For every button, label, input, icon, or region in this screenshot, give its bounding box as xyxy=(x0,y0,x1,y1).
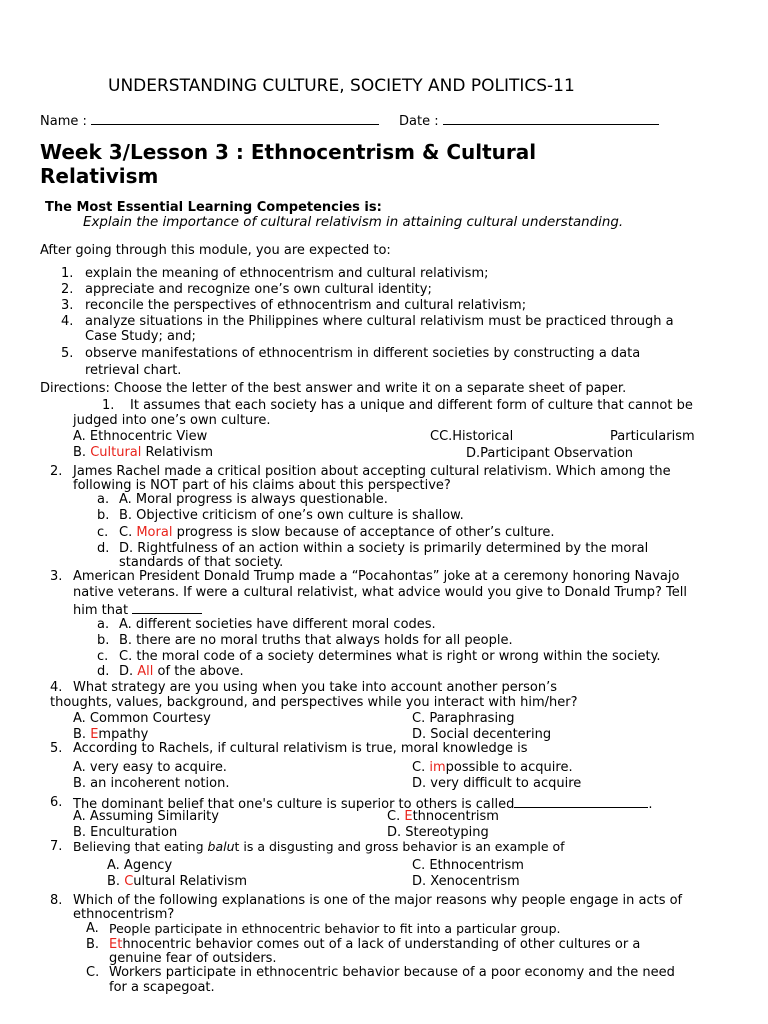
question-text: James Rachel made a critical position about accepting cultural relativism. Which among the xyxy=(73,464,671,479)
question-number: 2. xyxy=(50,464,63,479)
choice-b-continued: genuine fear of outsiders. xyxy=(109,951,277,966)
choice-a: A. different societies have different moral codes. xyxy=(119,617,436,632)
name-label: Name : xyxy=(40,114,87,129)
choice-d: D. All of the above. xyxy=(119,664,244,679)
name-field xyxy=(40,112,379,129)
choice-c: C. the moral code of a society determines what is right or wrong within the society. xyxy=(119,649,661,664)
objective-number: 4. xyxy=(61,314,74,329)
italic-text: balu xyxy=(207,839,235,854)
choice-letter: b. xyxy=(97,633,110,648)
question-text-continued: him that xyxy=(73,601,202,618)
highlighted-text: im xyxy=(429,760,446,775)
choice-c: C. Ethnocentrism xyxy=(412,858,524,873)
choice-letter: B. xyxy=(86,937,100,952)
choice-letter: d. xyxy=(97,541,110,556)
question-text-continued: native veterans. If were a cultural relativist, what advice would you give to Donald Trump? Tell xyxy=(73,585,688,600)
choice-d: D. Rightfulness of an action within a society is primarily determined by the moral xyxy=(119,541,649,556)
highlighted-text: Cultural xyxy=(90,445,142,460)
choice-d: D. Stereotyping xyxy=(387,825,489,840)
question-text: The dominant belief that one's culture is superior to others is called . xyxy=(73,797,653,812)
choice-b: B. Cultural Relativism xyxy=(107,874,247,889)
objective-text: explain the meaning of ethnocentrism and cultural relativism; xyxy=(85,266,489,281)
choice-c-continued: for a scapegoat. xyxy=(109,980,215,995)
choice-letter: a. xyxy=(97,492,110,507)
question-text-continued: following is NOT part of his claims about this perspective? xyxy=(73,478,451,493)
choice-c: C. Ethnocentrism xyxy=(387,809,499,824)
question-number: 6. xyxy=(50,795,63,810)
question-text: American President Donald Trump made a “Pocahontas” joke at a ceremony honoring Navajo xyxy=(73,569,680,584)
choice-letter: c. xyxy=(97,649,109,664)
question-number: 1. xyxy=(102,398,115,413)
objective-number: 2. xyxy=(61,282,74,297)
choice-b: B. Empathy xyxy=(73,727,149,742)
choice-d-continued: standards of that society. xyxy=(119,555,284,570)
choice-c-continued: Particularism xyxy=(610,429,695,444)
choice-b: Ethnocentric behavior comes out of a lack of understanding of other cultures or a xyxy=(109,937,641,952)
intro-text: After going through this module, you are expected to: xyxy=(40,243,391,258)
objective-number: 1. xyxy=(61,266,74,281)
highlighted-text: All xyxy=(137,664,154,679)
choice-a: A. Assuming Similarity xyxy=(73,809,219,824)
question-number: 8. xyxy=(50,893,63,908)
choice-letter: d. xyxy=(97,664,110,679)
choice-c: CC.Historical xyxy=(430,429,514,444)
choice-c: C. Moral progress is slow because of acceptance of other’s culture. xyxy=(119,525,555,540)
choice-a: A. Agency xyxy=(107,858,173,873)
question-text: What strategy are you using when you take into account another person’s xyxy=(73,680,557,695)
document-title: UNDERSTANDING CULTURE, SOCIETY AND POLITICS-11 xyxy=(108,76,575,96)
choice-d: D. very difficult to acquire xyxy=(412,776,582,791)
question-text-continued: thoughts, values, background, and perspectives while you interact with him/her? xyxy=(50,695,578,710)
choice-b: B. Cultural Relativism xyxy=(73,445,213,460)
choice-letter: c. xyxy=(97,525,109,540)
question-text: According to Rachels, if cultural relativism is true, moral knowledge is xyxy=(73,741,528,756)
choice-b: B. there are no moral truths that always holds for all people. xyxy=(119,633,513,648)
directions-text: Directions: Choose the letter of the best answer and write it on a separate sheet of paper. xyxy=(40,381,627,396)
objective-text: reconcile the perspectives of ethnocentrism and cultural relativism; xyxy=(85,298,527,313)
question-text: It assumes that each society has a unique and different form of culture that cannot be xyxy=(130,398,693,413)
choice-a: A. Moral progress is always questionable. xyxy=(119,492,388,507)
choice-c: Workers participate in ethnocentric behavior because of a poor economy and the need xyxy=(109,965,675,980)
highlighted-text: Moral xyxy=(136,525,173,540)
choice-d: D. Social decentering xyxy=(412,727,552,742)
objective-text-continued: Case Study; and; xyxy=(85,329,196,344)
question-text: Which of the following explanations is one of the major reasons why people engage in acts of xyxy=(73,893,683,908)
lesson-title-line-1: Week 3/Lesson 3 : Ethnocentrism & Cultural xyxy=(40,140,537,164)
choice-letter: a. xyxy=(97,617,110,632)
question-number: 5. xyxy=(50,741,63,756)
date-label: Date : xyxy=(399,114,439,129)
objective-number: 3. xyxy=(61,298,74,313)
choice-c: C. impossible to acquire. xyxy=(412,760,573,775)
choice-letter: A. xyxy=(86,921,99,936)
date-field xyxy=(399,112,659,129)
highlighted-text: E xyxy=(90,727,99,742)
objective-number: 5. xyxy=(61,346,74,361)
choice-a: A. very easy to acquire. xyxy=(73,760,227,775)
choice-letter: b. xyxy=(97,508,110,523)
question-number: 7. xyxy=(50,839,63,854)
answer-blank xyxy=(514,795,648,808)
lesson-title-line-2: Relativism xyxy=(40,164,159,188)
choice-c: C. Paraphrasing xyxy=(412,711,515,726)
choice-b: B. an incoherent notion. xyxy=(73,776,230,791)
mel-text: Explain the importance of cultural relativism in attaining cultural understanding. xyxy=(83,215,624,230)
choice-letter: C. xyxy=(86,965,100,980)
objective-text: observe manifestations of ethnocentrism in different societies by constructing a data xyxy=(85,346,641,361)
choice-b: B. Objective criticism of one’s own culture is shallow. xyxy=(119,508,464,523)
name-blank xyxy=(91,112,379,125)
question-text: Believing that eating balut is a disgusting and gross behavior is an example of xyxy=(73,839,565,854)
objective-text: analyze situations in the Philippines where cultural relativism must be practiced through a xyxy=(85,314,674,329)
highlighted-text: C xyxy=(124,874,134,889)
question-text-continued: judged into one’s own culture. xyxy=(73,413,271,428)
highlighted-text: E xyxy=(404,809,413,824)
objective-text: appreciate and recognize one’s own cultural identity; xyxy=(85,282,432,297)
date-blank xyxy=(443,112,659,125)
choice-d: D. Xenocentrism xyxy=(412,874,520,889)
objective-text-continued: retrieval chart. xyxy=(85,363,182,378)
choice-a: A. Common Courtesy xyxy=(73,711,211,726)
highlighted-text: Et xyxy=(109,937,123,952)
choice-d: D.Participant Observation xyxy=(466,446,634,461)
question-number: 3. xyxy=(50,569,63,584)
choice-a: A. Ethnocentric View xyxy=(73,429,208,444)
answer-blank xyxy=(132,601,202,614)
choice-a: People participate in ethnocentric behavior to fit into a particular group. xyxy=(109,921,561,936)
question-number: 4. xyxy=(50,680,63,695)
choice-b: B. Enculturation xyxy=(73,825,178,840)
question-text-continued: ethnocentrism? xyxy=(73,907,175,922)
mel-heading: The Most Essential Learning Competencies is: xyxy=(45,200,382,215)
